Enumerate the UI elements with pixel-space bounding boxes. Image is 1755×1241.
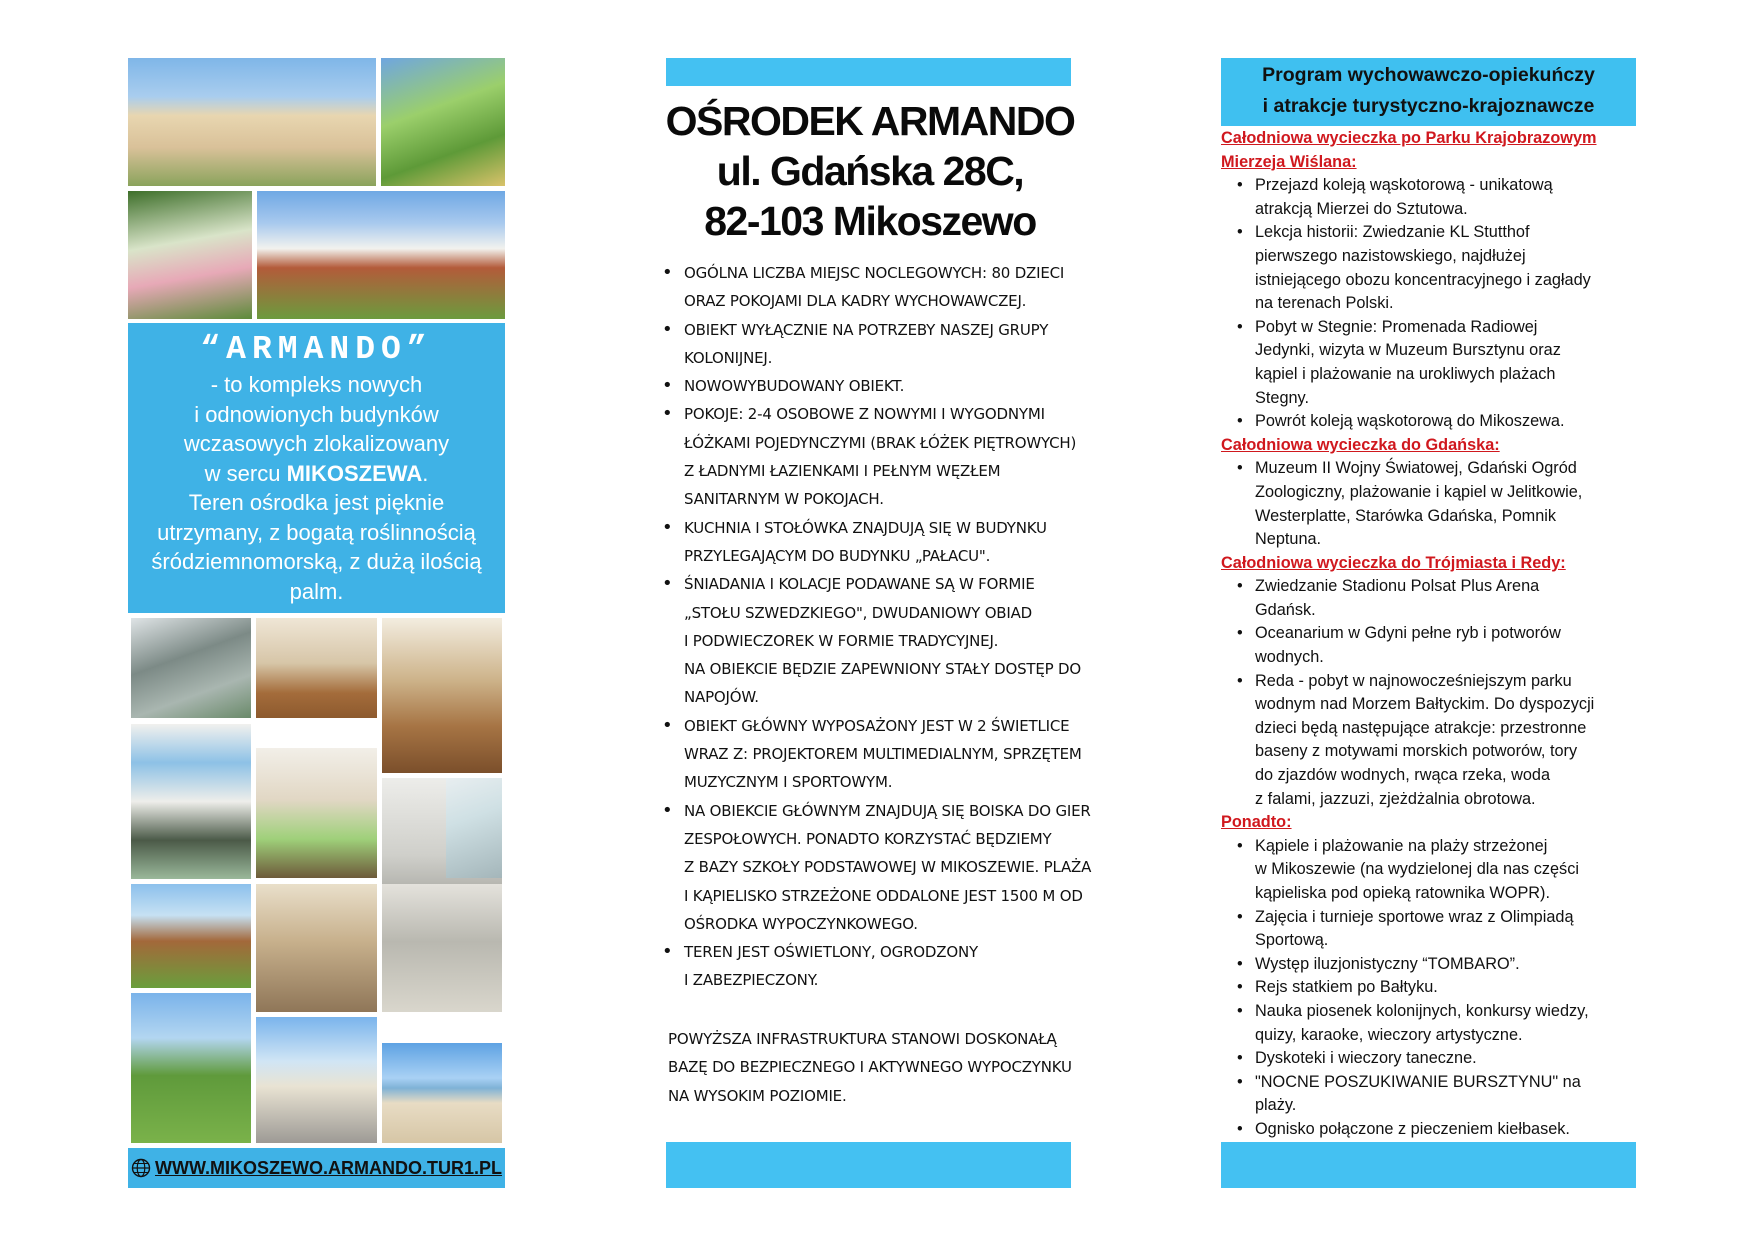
top-middle-bar [666, 58, 1071, 86]
list-item [660, 938, 1100, 995]
list-item [1221, 976, 1641, 1000]
item-line: dzieci będą następujące atrakcje: przestronne [1255, 718, 1587, 737]
bottom-right-bar [1221, 1142, 1636, 1188]
twin-bedroom-photo [256, 748, 377, 878]
list-item [1221, 1118, 1641, 1142]
list-item [1221, 1000, 1641, 1047]
list-item [1221, 316, 1641, 410]
item-line: z falami, jazzuzi, zjeżdżalnia obrotowa. [1255, 789, 1536, 808]
item-line: baseny z motywami morskich potworów, tory [1255, 742, 1578, 761]
item-line: na terenach Polski. [1255, 294, 1394, 313]
item-line: WRAZ Z: PROJEKTOREM MULTIMEDIALNYM, SPRZĘTEM [684, 745, 1082, 764]
item-line: quizy, karaoke, wieczory artystyczne. [1255, 1025, 1523, 1044]
item-line: • Zajęcia i turnieje sportowe wraz z Olimpiadą [1255, 907, 1574, 926]
item-line: • Reda - pobyt w najnowocześniejszym parku [1255, 671, 1572, 690]
item-line: • Lekcja historii: Zwiedzanie KL Stutthof [1255, 223, 1530, 242]
building-photo [128, 58, 376, 186]
list-item [1221, 622, 1641, 669]
list-item [1221, 221, 1641, 315]
item-line: I ZABEZPIECZONY. [684, 971, 819, 990]
list-item [660, 570, 1100, 711]
item-line: Neptuna. [1255, 530, 1322, 549]
list-item [660, 400, 1100, 513]
section-title-line: Mierzeja Wiślana: [1221, 152, 1357, 171]
list-item [1221, 174, 1641, 221]
info-text-part: . [422, 460, 429, 486]
item-line: ZESPOŁOWYCH. PONADTO KORZYSTAĆ BĘDZIEMY [684, 829, 1052, 848]
section-title-line: Ponadto: [1221, 813, 1292, 832]
item-line: • Występ iluzjonistyczny “TOMBARO”. [1255, 954, 1520, 973]
info-line: palm. [289, 578, 344, 604]
section-list [1221, 835, 1641, 1142]
item-line: • "NOCNE POSZUKIWANIE BURSZTYNU" na [1255, 1072, 1581, 1091]
list-item [1221, 1071, 1641, 1118]
item-line: kąpieliska pod opieką ratownika WOPR). [1255, 884, 1551, 902]
item-line: istniejącego obozu koncentracyjnego i zagłady [1255, 270, 1591, 289]
fountain-photo [128, 191, 252, 319]
left-column [128, 58, 505, 1188]
glass-block-photo [446, 778, 502, 878]
list-item [1221, 410, 1641, 434]
website-bar[interactable] [128, 1148, 505, 1188]
item-line: • Ognisko połączone z pieczeniem kiełbasek. [1255, 1119, 1570, 1138]
info-line: i odnowionych budynków [194, 401, 439, 427]
list-item [1221, 575, 1641, 622]
info-line: utrzymany, z bogatą roślinnością [157, 519, 476, 545]
title-line: ul. Gdańska 28C, [716, 148, 1024, 194]
item-line: • NA OBIEKCIE GŁÓWNYM ZNAJDUJĄ SIĘ BOISKA DO GIER [684, 801, 1091, 820]
title-line: 82-103 Mikoszewo [704, 198, 1036, 244]
section-title [1221, 127, 1641, 174]
item-line: Z ŁADNYMI ŁAZIENKAMI I PEŁNYM WĘZŁEM [684, 462, 1001, 481]
item-line: Westerplatte, Starówka Gdańska, Pomnik [1255, 506, 1557, 525]
section-list [1221, 174, 1641, 434]
summary-line: POWYŻSZA INFRASTRUKTURA STANOWI DOSKONAŁĄ [668, 1030, 1057, 1048]
beach-photo [382, 1043, 502, 1143]
bedroom-photo [131, 724, 251, 879]
list-item [1221, 953, 1641, 977]
globe-icon [131, 1158, 151, 1178]
mikoszewa-bold: MIKOSZEWA [286, 460, 423, 486]
section-title-line: Całodniowa wycieczka do Trójmiasta i Redy: [1221, 553, 1566, 572]
sports-field-photo [131, 993, 251, 1143]
item-line: • ŚNIADANIA I KOLACJE PODAWANE SĄ W FORMIE [684, 575, 1035, 594]
playground-photo [131, 884, 251, 988]
section-title-line: Całodniowa wycieczka do Gdańska: [1221, 435, 1500, 454]
list-item [660, 514, 1100, 571]
item-line: OŚRODKA WYPOCZYNKOWEGO. [684, 914, 918, 933]
info-line: wczasowych zlokalizowany [183, 431, 450, 456]
program-header [1221, 58, 1636, 126]
armando-info-box [128, 323, 505, 613]
dining-room-photo [256, 618, 377, 718]
item-line: • KUCHNIA I STOŁÓWKA ZNAJDUJĄ SIĘ W BUDYNKU [684, 518, 1047, 537]
item-line: Stegny. [1255, 388, 1310, 407]
info-line: Teren ośrodka jest pięknie [188, 490, 445, 515]
item-line: • OBIEKT GŁÓWNY WYPOSAŻONY JEST W 2 ŚWIETLICE [684, 716, 1070, 735]
item-line: • Pobyt w Stegnie: Promenada Radiowej [1255, 317, 1538, 336]
item-line: • Nauka piosenek kolonijnych, konkursy wiedzy, [1255, 1001, 1589, 1020]
info-line: śródziemnomorską, z dużą ilością [151, 549, 482, 574]
list-item [660, 316, 1100, 373]
item-line: atrakcją Mierzei do Sztutowa. [1255, 199, 1468, 218]
shower-photo [382, 884, 502, 1012]
item-line: • Zwiedzanie Stadionu Polsat Plus Arena [1255, 577, 1540, 596]
item-line: SANITARNYM W POKOJACH. [684, 490, 884, 509]
section-title [1221, 552, 1641, 576]
list-item [1221, 670, 1641, 812]
item-line: wodnych. [1255, 648, 1324, 667]
program-header-line: i atrakcje turystyczno-krajoznawcze [1262, 95, 1595, 117]
item-line: • TEREN JEST OŚWIETLONY, OGRODZONY [684, 943, 978, 962]
item-line: • Powrót koleją wąskotorową do Mikoszewa. [1255, 412, 1565, 431]
item-line: Sportową. [1255, 931, 1329, 950]
list-item [660, 797, 1100, 938]
item-line: „STOŁU SZWEDZKIEGO", DWUDANIOWY OBIAD [684, 603, 1033, 622]
item-line: • POKOJE: 2-4 OSOBOWE Z NOWYMI I WYGODNYMI [684, 405, 1045, 424]
item-line: Zoologiczny, plażowanie i kąpiel w Jelitkowie, [1255, 482, 1583, 501]
house-photo [257, 191, 505, 319]
title-line: OŚRODEK ARMANDO [665, 98, 1075, 144]
item-line: PRZYLEGAJĄCYM DO BUDYNKU „PAŁACU". [684, 546, 991, 565]
page-title [620, 96, 1120, 246]
item-line: I PODWIECZOREK W FORMIE TRADYCYJNEJ. [684, 631, 999, 650]
list-item [1221, 1047, 1641, 1071]
info-title: “ARMANDO” [200, 331, 433, 368]
item-line: do zjazdów wodnych, rwąca rzeka, woda [1255, 766, 1551, 785]
list-item [1221, 835, 1641, 906]
item-line: w Mikoszewie (na wydzielonej dla nas części [1255, 860, 1579, 879]
item-line: NAPOJÓW. [684, 688, 759, 707]
item-line: • Dyskoteki i wieczory taneczne. [1255, 1049, 1477, 1068]
bottom-middle-bar [666, 1142, 1071, 1188]
item-line: • Muzeum II Wojny Światowej, Gdański Ogród [1255, 459, 1577, 478]
website-link[interactable]: WWW.MIKOSZEWO.ARMANDO.TUR1.PL [155, 1157, 502, 1178]
item-line: wodnym nad Morzem Bałtyckim. Do dyspozycji [1255, 695, 1595, 714]
facility-list [660, 259, 1100, 995]
summary-line: NA WYSOKIM POZIOMIE. [668, 1086, 847, 1105]
item-line: • OBIEKT WYŁĄCZNIE NA POTRZEBY NASZEJ GRUPY [684, 320, 1049, 339]
program-header-line: Program wychowawczo-opiekuńczy [1262, 64, 1595, 86]
item-line: I KĄPIELISKO STRZEŻONE ODDALONE JEST 1500 M OD [684, 886, 1083, 905]
program-body [1221, 127, 1641, 1142]
info-line [132, 459, 501, 489]
item-line: plaży. [1255, 1096, 1297, 1115]
item-line: Gdańsk. [1255, 600, 1316, 619]
basketball-court-photo [256, 1017, 377, 1143]
info-line: - to kompleks nowych [210, 372, 423, 397]
list-item [1221, 457, 1641, 551]
item-line: • Przejazd koleją wąskotorową - unikatową [1255, 176, 1553, 195]
item-line: • Kąpiele i plażowanie na plaży strzeżonej [1255, 836, 1548, 855]
dining-tables-photo [382, 618, 502, 773]
item-line: ŁÓŻKAMI POJEDYNCZYMI (BRAK ŁÓŻEK PIĘTROWYCH) [684, 433, 1077, 452]
item-line: pierwszego nazistowskiego, najdłużej [1255, 246, 1526, 265]
section-list [1221, 457, 1641, 551]
item-line: • Oceanarium w Gdyni pełne ryb i potworów [1255, 624, 1561, 643]
item-line: NA OBIEKCIE BĘDZIE ZAPEWNIONY STAŁY DOSTĘP DO [684, 660, 1081, 679]
garden-photo [381, 58, 505, 186]
info-text [128, 370, 505, 606]
info-text-part: w sercu [204, 460, 287, 486]
section-title-line: Całodniowa wycieczka po Parku Krajobrazowym [1221, 129, 1597, 147]
item-line: ORAZ POKOJAMI DLA KADRY WYCHOWAWCZEJ. [684, 292, 1027, 311]
infrastructure-summary [668, 1025, 1108, 1110]
item-line: Jedynki, wizyta w Muzeum Bursztynu oraz [1255, 341, 1561, 360]
list-item [1221, 906, 1641, 953]
item-line: KOLONIJNEJ. [684, 348, 773, 367]
item-line: kąpiel i plażowanie na urokliwych plażach [1255, 364, 1556, 383]
section-list [1221, 575, 1641, 811]
item-line: Z BAZY SZKOŁY PODSTAWOWEJ W MIKOSZEWIE. PLAŻA [684, 858, 1092, 877]
section-title [1221, 811, 1641, 835]
item-line: • Rejs statkiem po Bałtyku. [1255, 978, 1438, 997]
summary-line: BAZĘ DO BEZPIECZNEGO I AKTYWNEGO WYPOCZYNKU [668, 1058, 1072, 1077]
section-title [1221, 434, 1641, 458]
list-item [660, 372, 1100, 400]
item-line: • OGÓLNA LICZBA MIEJSC NOCLEGOWYCH: 80 DZIECI [684, 264, 1065, 282]
bathroom-photo [256, 884, 377, 1012]
list-item [660, 712, 1100, 797]
item-line: • NOWOWYBUDOWANY OBIEKT. [684, 377, 905, 396]
list-item [660, 259, 1100, 316]
stairs-photo [131, 618, 251, 718]
item-line: MUZYCZNYM I SPORTOWYM. [684, 773, 893, 792]
